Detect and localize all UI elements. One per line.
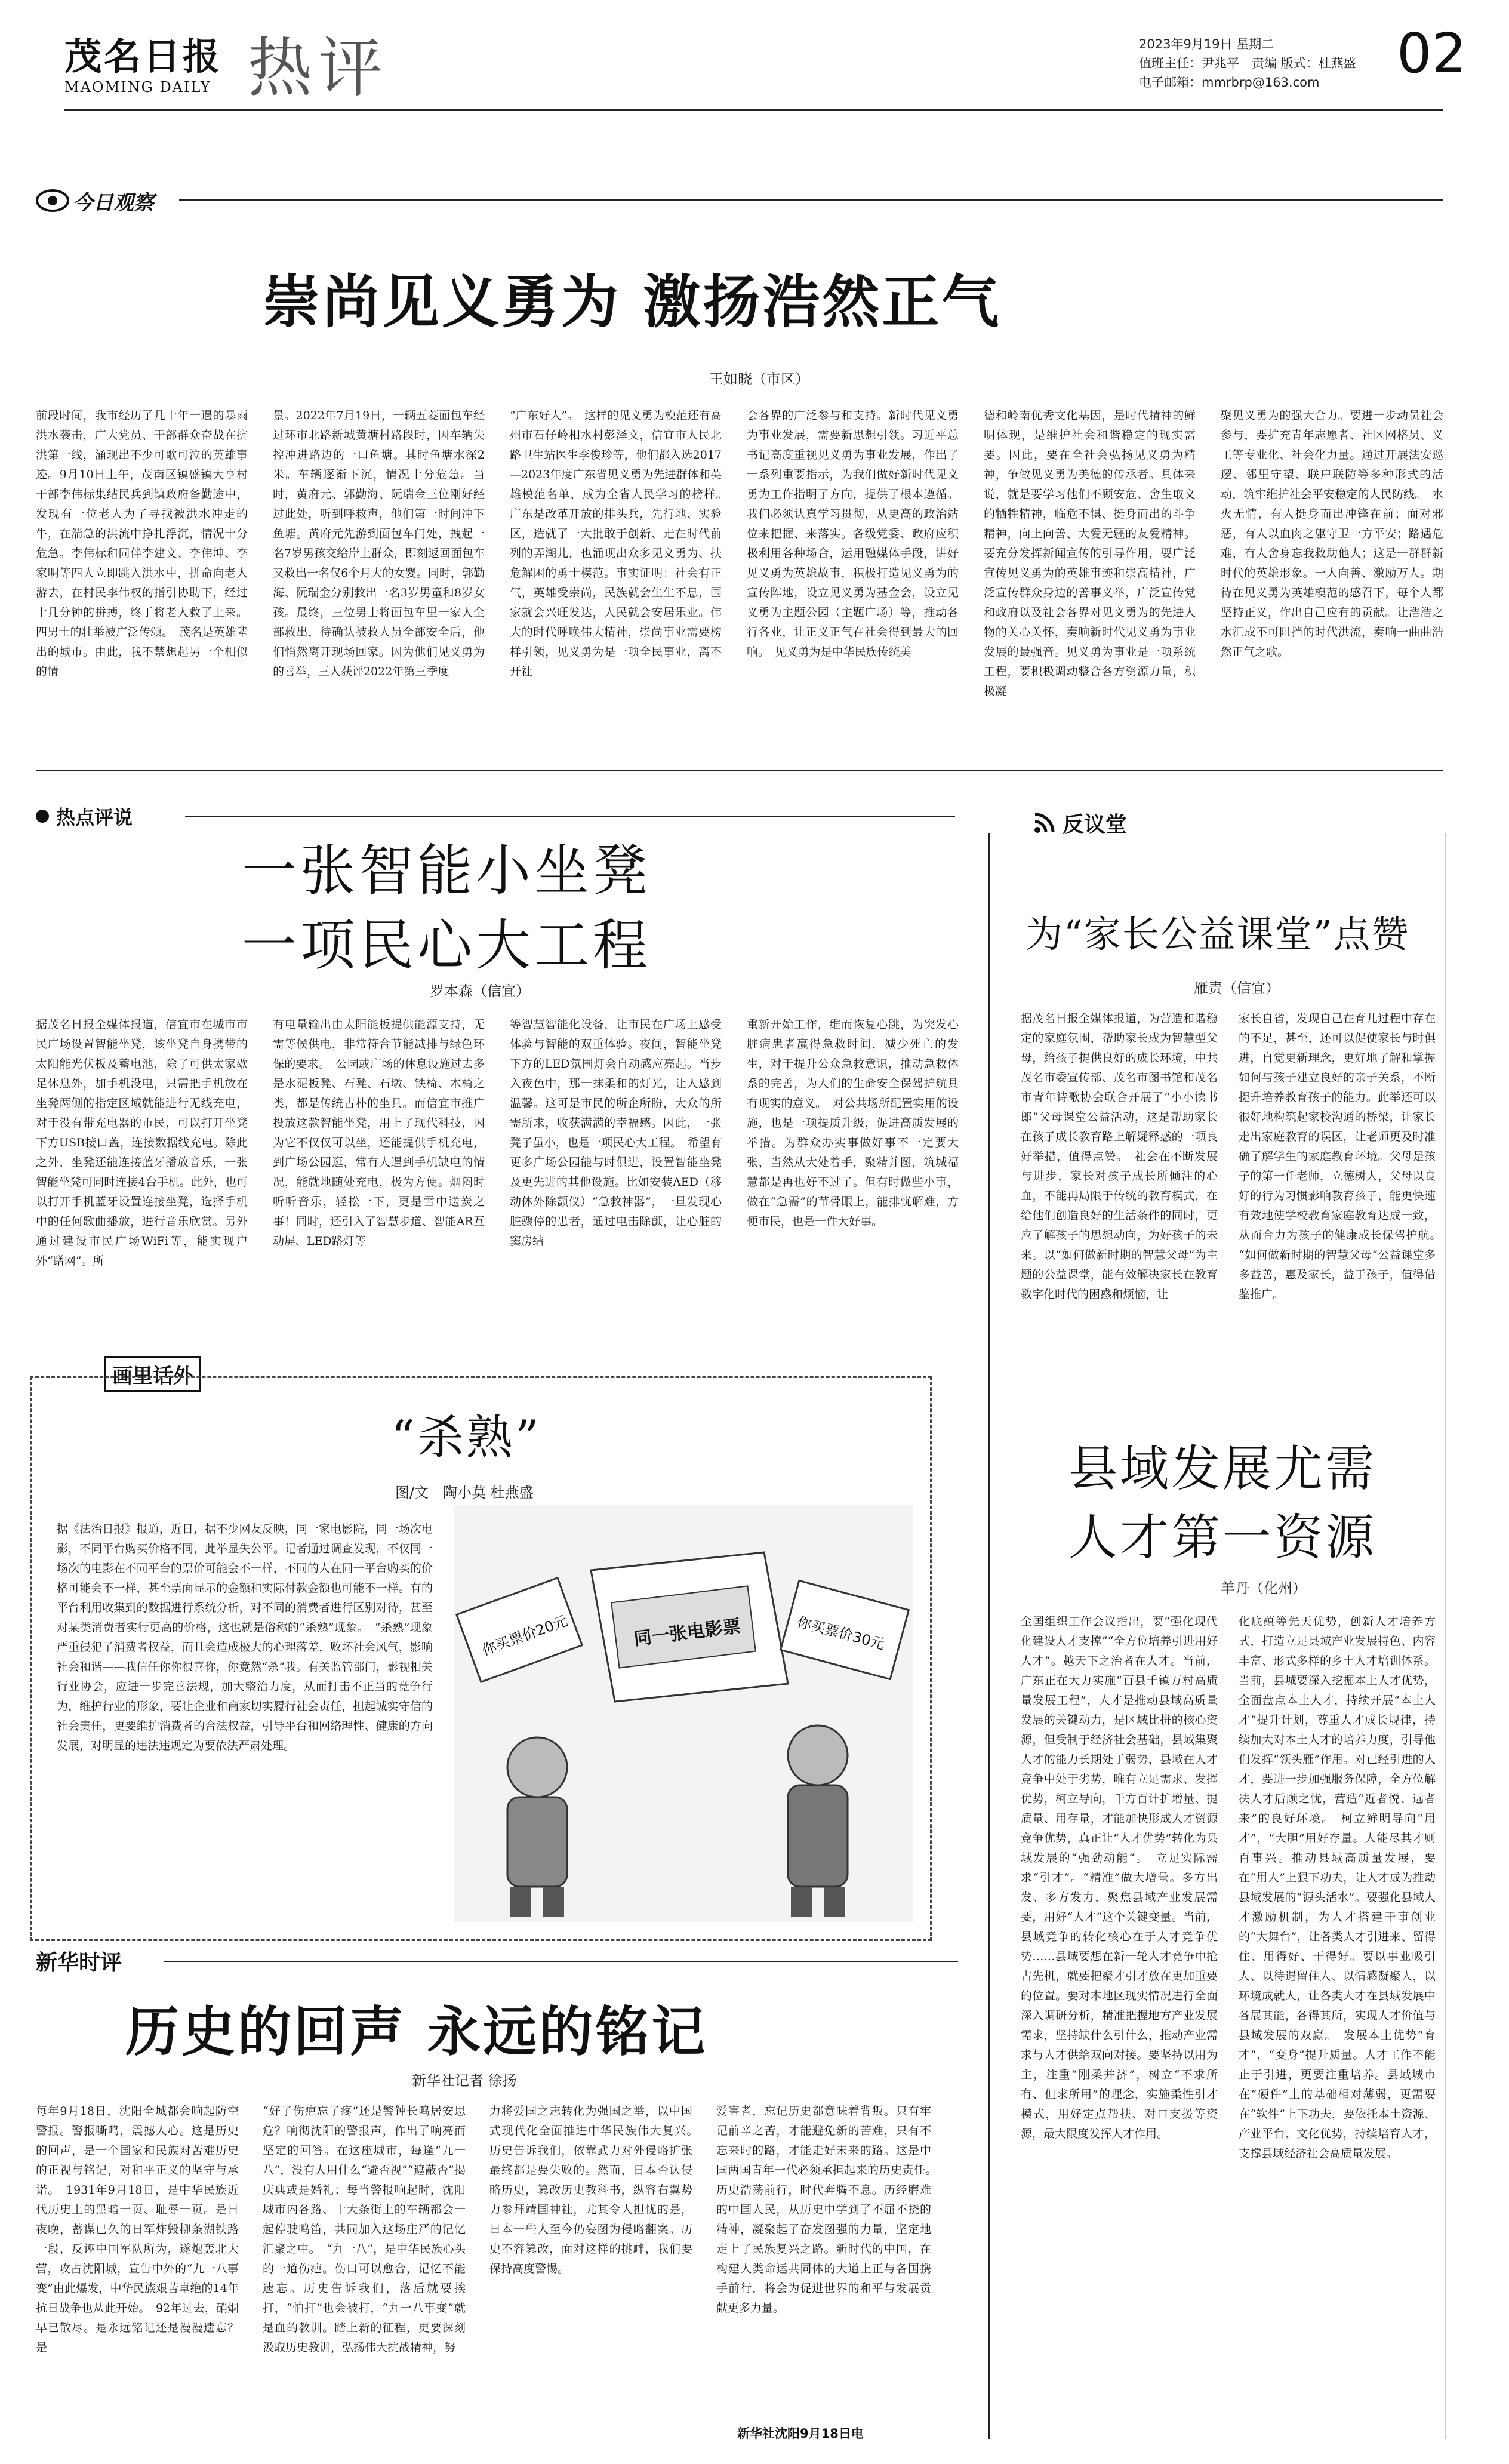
page-number: 02: [1397, 21, 1467, 85]
article2-title-line2: 一项民心大工程: [242, 913, 652, 977]
article3-text: 据《法治日报》报道，近日，据不少网友反映，同一家电影院，同一场次电影，不同平台购买价格不同，此举显失公平。记者通过调查发现，不仅同一场次的电影在不同平台的票价可能会不一样，不同的人在同一平台购买的价格可能会不一样，甚至票面显示的金额和实际付款金额也可能不一样。有的平台利用收集到的数据进行系统分析，对不同的消费者进行区别对待，甚至对某类消费者实行更高的价格，这也就是俗称的“杀熟”现象。 “杀熟”现象严重侵犯了消费者权益，而且会造成极大的心理落差，败坏社会风气，影响社会和谐——我信任你你很喜你，你竟然“杀”我。有关监管部门，影视相关行业协会，应进一步完善法规，加大整治力度，从而打击不正当的竞争行为，维护行业的形象，要让企业和商家切实履行社会责任，担起诚实守信的社会责任，更要维护消费者的合法权益，引导平台和网络理性、健康的方向发展，对明显的违法违规定为要依法严肃处理。: [57, 1522, 433, 1752]
article4-col-2: “好了伤疤忘了疼”还是警钟长鸣居安思危？响彻沈阳的警报声，作出了响亮而坚定的回答。在这座城市，每逢“九一八”，没有人用什么“避否视”“遮蔽否”揭庆典或是婚礼；每当警报响起时，沈阳城市内各路、十大条街上的车辆都会一起停驶鸣笛，共同加入这场庄严的记忆汇聚之中。 “九一八”，是中华民族心头的一道伤疤。伤口可以愈合，记忆不能遗忘。历史告诉我们，落后就要挨打，“怕打”也会被打，“九一八事变”就是血的教训。踏上新的征程，更要深刻汲取历史教训，弘扬伟大抗战精神，努: [263, 2105, 466, 2354]
article1-col-4: 会各界的广泛参与和支持。新时代见义勇为事业发展，需要新思想引领。习近平总书记高度重视见义勇为事业发展，作出了一系列重要指示，为我们做好新时代见义勇为工作指明了方向，提供了根本遵循。我们必须认真学习贯彻，从更高的政治站位来把握、来落实。各级党委、政府应积极利用各种场合，运用融媒体手段，讲好见义勇为英雄故事，积极打造见义勇为的宣传阵地，设立见义勇为基金会，设立见义勇为主题公园（主题广场）等，推动各行各业，让正义正气在社会得到最大的回响。 见义勇为是中华民族传统美: [747, 409, 959, 659]
article2-col-4: 重新开始工作，维而恢复心跳，为突发心脏病患者赢得急救时间，减少死亡的发生，对于提升公众急救意识，推动急救体系的完善，为人们的生命安全保驾护航具有现实的意义。 对公共场所配置实用的设施，也是一项提质升级，促进高质发展的举措。为群众办实事做好事不一定要大张，当然从大处着手，聚精并图，筑城福慧都是再也好不过了。但有时做些小事，做在“急需”的节骨眼上，能排忧解难，方便市民，也是一件大好事。: [747, 1018, 959, 1228]
article1-title: 崇尚见义勇为 激扬浩然正气: [263, 268, 1002, 336]
article5-byline: 雁责（信宜）: [1194, 980, 1280, 996]
opinion-hall-tag: [1027, 806, 1133, 839]
eye-icon: [36, 189, 69, 213]
article2-col-1: 据茂名日报全媒体报道，信宜市在城市市民广场设置智能坐凳，该坐凳自身携带的太阳能光伏板及蓄电池，除了可供太家歇足休息外，加手机没电，只需把手机放在坐凳两侧的指定区域就能进行无线充电，对于没有带充电器的市民，可以打开坐凳下方USB接口盖，连接数据线充电。除此之外，坐凳还能连接蓝牙播放音乐，一张智能坐凳可同时连接4台手机。此外，也可以打开手机蓝牙设置连接坐凳，选择手机中的任何歌曲播放，进行音乐欣赏。另外通过建设市民广场WiFi等，能实现户外“蹭网”。所: [36, 1018, 248, 1268]
article6-col-2: 化底蕴等先天优势，创新人才培养方式，打造立足县域产业发展特色、内容丰富、形式多样的乡土人才培训体系。当前，县城要深入挖掘本土人才优势，全面盘点本土人才，持续开展“本土人才”提升计划，尊重人才成长规律，持续加大对本土人才的培养力度，引导他们发挥“领头雁”作用。对已经引进的人才，要进一步加强服务保障，全方位解决人才后顾之忧，营造“近者悦、远者来”的良好环境。 柯立鲜明导向“用才”，“大胆”用好存量。人能尽其才则百事兴。推动县域高质量发展，要在“用人”上狠下功夫，让人才成为推动县域发展的“源头活水”。要强化县域人才激励机制，为人才搭建干事创业的“大舞台”，让各类人才引进来、留得住、用得好、干得好。要以事业吸引人、以待遇留住人、以情感凝聚人，以环境成就人，让各类人才在县域发展中各展其能，各得其所，实现人才价值与县域发展的双赢。 发展本土优势“育才”，“变身”提升质量。人才工作不能止于引进，更要注重培养。县域城市在“硬件”上的基础相对薄弱，更需要在“软件”上下功夫，要依托本土资源、产业平台、文化优势，持续培育人才，支撑县域经济社会高质量发展。: [1239, 1615, 1436, 2160]
article4-title: 历史的回声 永远的铭记: [125, 2000, 708, 2063]
article4-col-1: 每年9月18日，沈阳全城都会响起防空警报。警报嘶鸣，震撼人心。这是历史的回声，是一个国家和民族对苦难历史的正视与铭记，对和平正义的坚守与承诺。 1931年9月18日，是中华民族近代历史上的黑暗一页、耻辱一页。是日夜晚，蓄谋已久的日军炸毁柳条湖铁路一段，反诬中国军队所为，遂炮轰北大营，攻占沈阳城，宣告中外的“九一八事变”由此爆发，中华民族艰苦卓绝的14年抗日战争也从此开始。 92年过去，硝烟早已散尽。是永远铭记还是漫漫遗忘？是: [36, 2105, 239, 2354]
hot-comment-tag: [36, 803, 133, 829]
logo: [64, 36, 235, 101]
date-line: 2023年9月19日 星期二: [1139, 37, 1274, 51]
article1-col-1: 前段时间，我市经历了几十年一遇的暴雨洪水袭击，广大党员、干部群众奋战在抗洪第一线，涌现出不少可歌可泣的英雄事迹。9月10日上午，茂南区镇盛镇大亨村干部李伟标集结民兵到镇政府备勤途中，发现有一位老人为了寻找被洪水冲走的牛，在湍急的洪流中挣扎浮沉，情况十分危急。李伟标和同伴李建文、李伟坤、李家明等四人立即跳入洪水中，拼命向老人游去，在村民李伟权的指引协助下，经过十几分钟的拼搏，终于将老人救了上来。四男士的壮举被广泛传颂。 茂名是英雄辈出的城市。由此，我不禁想起另一个相似的情: [36, 409, 248, 678]
cartoon-tag-label: 画里话外: [104, 1356, 201, 1392]
article1-col-3: “广东好人”。 这样的见义勇为模范还有高州市石仔岭相水村彭泽文，信宜市人民北路卫生站医生李俊珍等，他们都入选2017—2023年度广东省见义勇为先进群体和英雄模范名单，成为全省人民学习的榜样。 广东是改革开放的排头兵，先行地、实验区，造就了一大批敢于创新、走在时代前列的弄潮儿，也涌现出众多见义勇为、扶危解困的勇士模范。事实证明：社会有正气，英雄受崇尚，民族就会生生不息，国家就会兴旺发达，人民就会安居乐业。伟大的时代呼唤伟大精神，崇尚事业需要榜样引领，见义勇为是一项全民事业，离不开社: [510, 409, 734, 678]
article2-col-2: 有电量输出由太阳能板提供能源支持，无需等候供电，非常符合节能减排与绿色环保的要求。 公园或广场的休息设施过去多是水泥板凳、石凳、石墩、铁椅、木椅之类，都是传统古朴的坐具。而信宜市推广投放这款智能坐凳，用上了现代科技，因为它不仅仅可以坐，还能提供手机充电，到广场公园逛，常有人遇到手机缺电的情况，能就地随处充电，极为方便。烟闷时听听音乐，轻松一下，更是雪中送炭之事！同时，还引入了智慧步道、智能AR互动屏、LED路灯等: [273, 1018, 485, 1248]
article4-byline: 新华社记者 徐扬: [412, 2072, 517, 2089]
article2-byline: 罗本森（信宜）: [430, 983, 530, 999]
today-observation-label: 今日观察: [73, 190, 154, 215]
xinhua-tag-label: 新华时评: [36, 1949, 122, 1975]
left-sign-label: 你买票价20元: [479, 1612, 570, 1659]
article5-title: 为“家长公益课堂”点赞: [1025, 912, 1410, 956]
article2-title-line1: 一张智能小坐凳: [242, 839, 652, 903]
hot-comment-label: 热点评说: [56, 806, 133, 829]
section-title: 热评: [248, 31, 389, 106]
article3-byline: 图/文 陶小莫 杜燕盛: [395, 1484, 534, 1501]
article1-byline: 王如晓（市区）: [709, 371, 809, 387]
article3-title: “杀熟”: [391, 1411, 541, 1465]
opinion-hall-label: 反议堂: [1063, 812, 1128, 837]
tag-rule-2: [185, 816, 955, 817]
article4-col-3: 力将爱国之志转化为强国之举，以中国式现代化全面推进中华民族伟大复兴。 历史告诉我们，依靠武力对外侵略扩张最终都是要失败的。然而，日本否认侵略历史，篡改历史教科书，纵容右翼势力参拜靖国神社，尤其令人担忧的是，日本一些人至今仍妄图为侵略翻案。历史不容篡改，面对这样的挑衅，我们要保持高度警惕。: [489, 2105, 704, 2275]
article5-col-2: 家长自省，发现自己在育儿过程中存在的不足，甚至，还可以促使家长与时俱进，自觉更新理念，更好地了解和掌握如何与孩子建立良好的亲子关系，不断提升培养教育孩子的能力。此举还可以很好地构筑起家校沟通的桥梁，让家长走出家庭教育的误区，让老师更及时准确了解学生的家庭教育环境。父母是孩子的第一任老师，立德树人，父母以良好的行为习惯影响教育孩子，能更快速有效地使学校教育家庭教育达成一致，从而合力为孩子的健康成长保驾护航。 “如何做新时期的智慧父母”公益课堂多多益善，惠及家长，益于孩子，值得借鉴推广。: [1239, 1012, 1448, 1301]
article1-col-6: 聚见义勇为的强大合力。要进一步动员社会参与，要扩充青年志愿者、社区网格员、义工等专业化、社会化力量。通过开展法安巡逻、邻里守望、联户联防等多种形式的活动，筑牢维护社会平安稳定的人民防线。 水火无情，有人挺身而出冲锋在前；面对邪恶，有人以血肉之躯守卫一方平安；路遇危难，有人舍身忘我救助他人；这是一群群新时代的英雄形象。一人向善、激励万人。期待在见义勇为英雄模范的感召下，每个人都坚持正义，作出自己应有的贡献。让浩浩之水汇成不可阻挡的时代洪流，奏响一曲曲浩然正气之歌。: [1221, 409, 1443, 659]
email-line: 电子邮箱：mmrbrp@163.com: [1139, 75, 1320, 90]
logo-en: MAOMING DAILY: [64, 79, 211, 96]
cartoon-illustration: [454, 1505, 913, 1922]
tag-rule-4: [164, 1961, 958, 1962]
bullet-icon: [36, 810, 49, 823]
logo-cn: 茂名日报: [64, 35, 223, 78]
article4-col-4: 爱害者，忘记历史都意味着背叛。只有牢记前辛之苦，才能避免新的苦难，只有不忘来时的路，才能走好未来的路。这是中国两国青年一代必须承担起来的历史责任。 历史浩荡前行，时代奔腾不息。历经磨难的中国人民，从历史中学到了不屈不挠的精神，凝聚起了奋发图强的力量，坚定地走上了民族复兴之路。新时代的中国，在构建人类命运共同体的大道上正与各国携手前行，将会为促进世界的和平与发展贡献更多力量。: [716, 2105, 943, 2315]
rss-icon: [1033, 811, 1057, 835]
article6-title-line1: 县域发展尤需: [1068, 1441, 1377, 1497]
article1-col-5: 德和岭南优秀文化基因，是时代精神的鲜明体现，是维护社会和谐稳定的现实需要。因此，要在全社会弘扬见义勇为精神，争做见义勇为美德的传承者。具体来说，就是要学习他们不顾安危、舍生取义的牺牲精神，临危不惧、挺身而出的斗争精神，向上向善、大爱无疆的友爱精神。要充分发挥新闻宣传的引导作用，要广泛宣传见义勇为的英雄事迹和崇高精神，广泛宣传群众身边的善事义举，广泛宣传党和政府以及社会各界对见义勇为的先进人物的关心关怀，奏响新时代见义勇为事业发展的最强音。见义勇为事业是一项系统工程，要积极调动整合各方资源力量，积极凝: [984, 409, 1196, 698]
masthead-rule: [64, 109, 1443, 111]
article1-col-2: 景。2022年7月19日，一辆五菱面包车经过环市北路新城黄塘村路段时，因车辆失控冲进路边的一口鱼塘。其时鱼塘水深2米。车辆逐渐下沉，情况十分危急。当时，黄府元、郭勤海、阮瑞金三位刚好经过此处，听到呼救声，他们第一时间冲下鱼塘。黄府元先游到面包车门处，拽起一名7岁男孩交给岸上群众，即刻返回面包车又救出一名仅6个月大的女婴。同时，郭勤海、阮瑞金分别救出一名3岁男童和8岁女孩。最终，三位男士将面包车里一家人全部救出，待确认被救人员全部安全后，他们悄然离开现场回家。因为他们见义勇为的善举，三人获评2022年第三季度: [273, 409, 485, 678]
xinhua-tag: [36, 1946, 122, 1975]
article6-byline: 羊丹（化州）: [1221, 1580, 1307, 1596]
article4-source: 新华社沈阳9月18日电: [737, 2426, 864, 2441]
section-divider-1: [36, 770, 1443, 771]
right-sign-label: 你买票价30元: [795, 1613, 886, 1653]
ticket-center-label: 同一张电影票: [632, 1616, 742, 1650]
article6-col-1: 全国组织工作会议指出，要“强化现代化建设人才支撑”“全方位培养引进用好人才”。越天下之治者在人才。当前，广东正在大力实施“百县千镇万村高质量发展工程”，人才是推动县域高质量发展的关键动力，是区域比拼的核心资源，但受制于经济社会基础，县域集聚人才的能力长期处于弱势，县域在人才竞争中处于劣势，唯有立足需求、发挥优势，柯立导向，千方百计扩增量、提质量、用存量，才能加快形成人才资源竞争优势，真正让“人才优势”转化为县域发展的“强劲动能”。 立足实际需求“引才”。“精准”做大增量。多方出发、多方发力，聚焦县域产业发展需要，用好“人才”这个关键变量。当前，县域竞争的转化核心在于人才竞争优势……县域要想在新一轮人才竞争中抢占先机，就要把聚才引才放在更加重要的位置。要对本地区现实情况进行全面深入调研分析，精准把握地方产业发展需求，坚持缺什么引什么，推动产业需求与人才供给双向对接。要坚持以用为主，注重“刚柔并济”，树立“不求所有、但求所用”的理念，实施柔性引才模式，用好定点帮扶、对口支援等资源，最大限度发挥人才作用。: [1021, 1615, 1218, 2140]
article5-col-1: 据茂名日报全媒体报道，为营造和谐稳定的家庭氛围，帮助家长成为智慧型父母，给孩子提供良好的成长环境，中共茂名市委宣传部、茂名市图书馆和茂名市青年诗歌协会联合开展了“小小读书郎”父母课堂公益活动，这是帮助家长在孩子成长教育路上解疑释惑的一项良好举措，值得点赞。 社会在不断发展与进步，家长对孩子成长所倾注的心血，不能再局限于传统的教育模式，在给他们创造良好的生活条件的同时，更应了解孩子的思想动向，为好孩子的未来。以“如何做新时期的智慧父母”为主题的公益课堂，能有效解决家长在教育数字化时代的困惑和烦恼，让: [1021, 1012, 1218, 1301]
tag-rule-1: [179, 199, 1443, 201]
today-observation-tag: [36, 186, 154, 215]
editor-line: 值班主任：尹兆平 责编 版式：杜燕盛: [1139, 56, 1356, 70]
article2-col-3: 等智慧智能化设备，让市民在广场上感受体验与智能的双重体验。夜间，智能坐凳下方的LED氛围灯会自动感应亮起。当步入夜色中，那一抹柔和的灯光，让人感到温馨。这可是市民的所企所盼，大众的所需所求，收获满满的幸福感。因此，一张凳子虽小，也是一项民心大工程。 希望有更多广场公园能与时俱进，设置智能坐凳及更先进的其他设施。比如安装AED（移动体外除颤仪）“急救神器”，一旦发现心脏骤停的患者，通过电击除颤，让心脏的窦房结: [510, 1018, 722, 1248]
masthead: [0, 0, 1509, 104]
article6-title-line2: 人才第一资源: [1068, 1509, 1377, 1566]
